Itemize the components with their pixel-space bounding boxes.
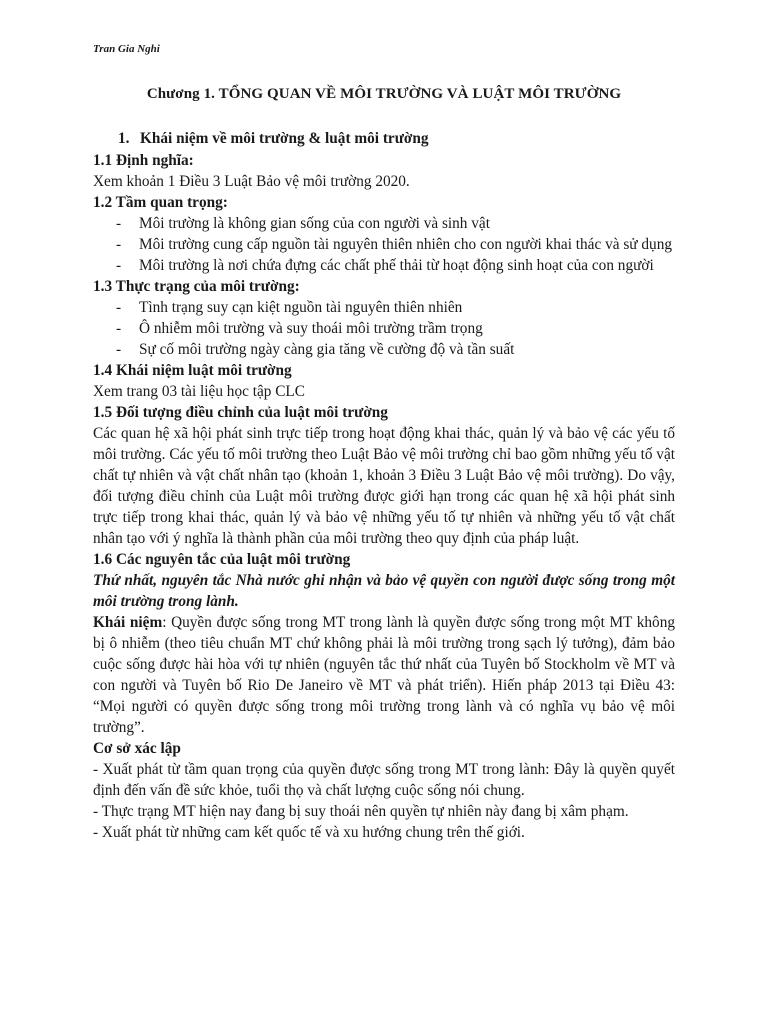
section-number: 1. — [118, 130, 130, 147]
list-item — [93, 339, 675, 360]
basis-item: - Xuất phát từ tầm quan trọng của quyền được sống trong MT trong lành: Đây là quyền quyết định đến vấn đề sức khỏe, tuổi thọ và chất lượng cuộc sống nói chung. — [93, 761, 675, 799]
subsection-heading-1-1: 1.1 Định nghĩa: — [93, 152, 194, 169]
list-item — [93, 213, 675, 234]
concept-text: : Quyền được sống trong MT trong lành là quyền được sống trong một MT không bị ô nhiễm (theo tiêu chuẩn MT chứ không phải là môi trường trong sạch lý tưởng), đảm bảo cuộc sống được hài hòa với tự nhiên (nguyên tắc thứ nhất của Tuyên bố Stockholm về MT và con người và Tuyên bố Rio De Janeiro về MT và phát triển). Hiến pháp 2013 tại Điều 43: “Mọi người có quyền được sống trong môi trường trong lành và có nghĩa vụ bảo vệ môi trường”. — [93, 614, 675, 736]
list-marker: - — [116, 299, 122, 316]
subsection-heading-1-2: 1.2 Tầm quan trọng: — [93, 194, 228, 211]
list-item-text: Môi trường là không gian sống của con người và sinh vật — [139, 215, 490, 232]
subsection-heading-1-3: 1.3 Thực trạng của môi trường: — [93, 278, 300, 295]
list-item — [93, 255, 675, 276]
concept-paragraph — [93, 612, 675, 738]
list-item-text: Ô nhiễm môi trường và suy thoái môi trường trầm trọng — [139, 320, 483, 337]
list-1-2 — [93, 213, 675, 276]
subsection-heading-1-6: 1.6 Các nguyên tắc của luật môi trường — [93, 551, 351, 568]
basis-item: - Xuất phát từ những cam kết quốc tế và xu hướng chung trên thế giới. — [93, 824, 525, 841]
subsection-heading-1-5: 1.5 Đối tượng điều chỉnh của luật môi trường — [93, 404, 388, 421]
chapter-title: Chương 1. TỔNG QUAN VỀ MÔI TRƯỜNG VÀ LUẬT MÔI TRƯỜNG — [146, 86, 622, 102]
list-item — [93, 318, 675, 339]
basis-item: - Thực trạng MT hiện nay đang bị suy thoái nên quyền tự nhiên này đang bị xâm phạm. — [93, 803, 629, 820]
paragraph-1-5: Các quan hệ xã hội phát sinh trực tiếp trong hoạt động khai thác, quản lý và bảo vệ các yếu tố môi trường. Các yếu tố môi trường theo Luật Bảo vệ môi trường chỉ bao gồm những yếu tố vật chất tự nhiên và vật chất nhân tạo (khoản 1, khoản 3 Điều 3 Luật Bảo vệ môi trường). Do vậy, đối tượng điều chỉnh của Luật môi trường được giới hạn trong các quan hệ xã hội phát sinh trực tiếp trong khai thác, quản lý và bảo vệ những yếu tố tự nhiên và những yếu tố vật chất nhân tạo với ý nghĩa là thành phần của môi trường theo quy định của pháp luật. — [93, 425, 675, 547]
concept-label: Khái niệm — [93, 614, 163, 631]
list-item — [93, 234, 675, 255]
list-marker: - — [116, 257, 122, 274]
list-item — [93, 297, 675, 318]
list-1-3 — [93, 297, 675, 360]
paragraph-1-4: Xem trang 03 tài liệu học tập CLC — [93, 383, 305, 400]
list-marker: - — [116, 215, 122, 232]
author-name: Tran Gia Nghi — [93, 43, 160, 55]
list-item-text: Tình trạng suy cạn kiệt nguồn tài nguyên thiên nhiên — [139, 299, 463, 316]
subsection-heading-1-4: 1.4 Khái niệm luật môi trường — [93, 362, 292, 379]
principle-statement: Thứ nhất, nguyên tắc Nhà nước ghi nhận và bảo vệ quyền con người được sống trong một môi trường trong lành. — [93, 572, 675, 610]
list-item-text: Sự cố môi trường ngày càng gia tăng về cường độ và tần suất — [139, 341, 515, 358]
document-body — [93, 128, 675, 843]
list-marker: - — [116, 341, 122, 358]
paragraph-1-1: Xem khoản 1 Điều 3 Luật Bảo vệ môi trường 2020. — [93, 173, 410, 190]
section-title: Khái niệm về môi trường & luật môi trường — [140, 130, 429, 147]
list-marker: - — [116, 236, 122, 253]
basis-heading: Cơ sở xác lập — [93, 740, 181, 757]
list-item-text: Môi trường là nơi chứa đựng các chất phế thải từ hoạt động sinh hoạt của con người — [139, 257, 654, 274]
list-marker: - — [116, 320, 122, 337]
section-heading — [93, 128, 675, 149]
list-item-text: Môi trường cung cấp nguồn tài nguyên thiên nhiên cho con người khai thác và sử dụng — [139, 236, 672, 253]
